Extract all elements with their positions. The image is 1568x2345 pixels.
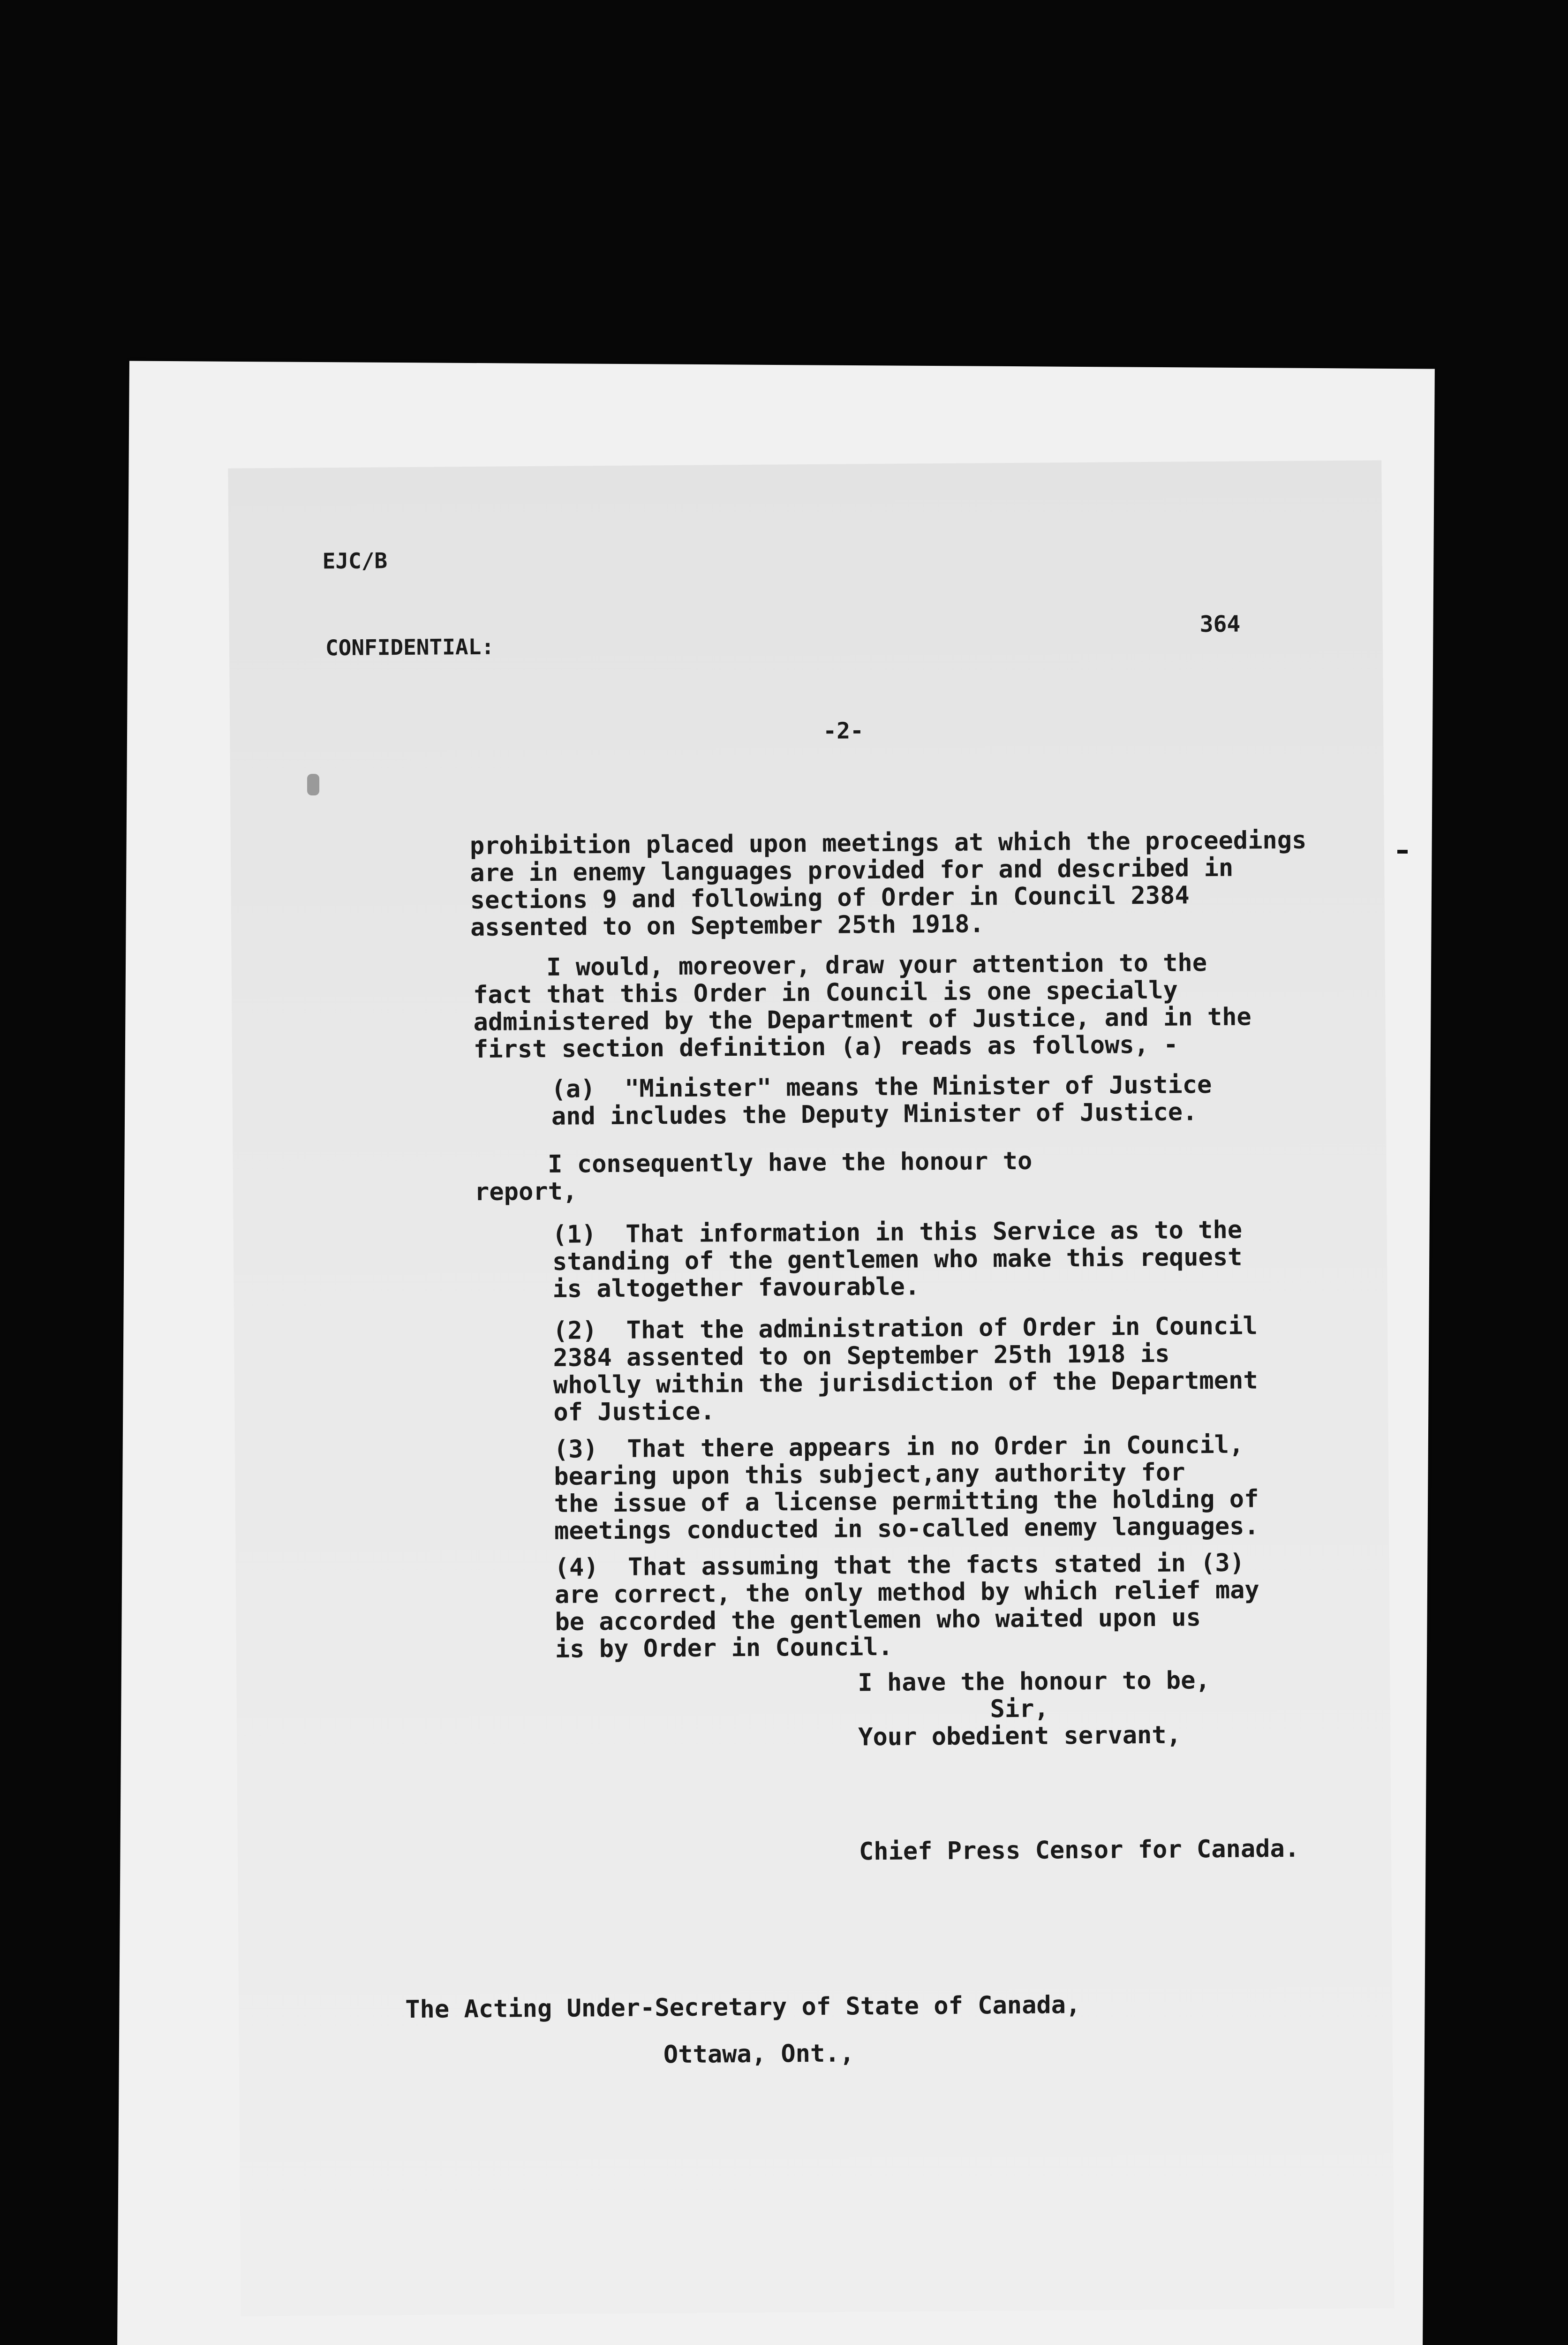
text-line: assented to on September 25th 1918.	[470, 910, 985, 942]
text-line: are correct, the only method by which relief may	[554, 1576, 1259, 1609]
text-line: (3) That there appears in no Order in Council,	[553, 1430, 1244, 1464]
addressee: The Acting Under-Secretary of State of Canada,	[405, 1991, 1081, 2024]
confidential-heading: CONFIDENTIAL:	[325, 634, 495, 661]
numbered-item-4	[554, 1549, 1259, 1663]
addressee-city: Ottawa, Ont.,	[663, 2039, 855, 2069]
text-line: are in enemy languages provided for and described in	[470, 854, 1234, 888]
definition-clause	[551, 1071, 1212, 1130]
text-line: meetings conducted in so-called enemy languages.	[554, 1512, 1259, 1545]
paragraph-consequently	[474, 1148, 1032, 1206]
numbered-item-2	[553, 1312, 1258, 1426]
reference-code: EJC/B	[322, 548, 388, 574]
text-line: wholly within the jurisdiction of the Department	[553, 1366, 1258, 1399]
text-line: Your obedient servant,	[858, 1721, 1182, 1752]
text-line: fact that this Order in Council is one specially	[473, 976, 1178, 1010]
paragraph-moreover	[473, 949, 1252, 1063]
text-line: I have the honour to be,	[858, 1666, 1210, 1697]
text-line: Sir,	[858, 1694, 1049, 1725]
text-line: sections 9 and following of Order in Council 2384	[470, 881, 1190, 915]
film-speck	[1397, 850, 1408, 854]
text-line: of Justice.	[553, 1397, 715, 1427]
text-line: first section definition (a) reads as follows, -	[473, 1030, 1178, 1064]
text-line: 2384 assented to on September 25th 1918 is	[553, 1339, 1170, 1372]
text-line: (4) That assuming that the facts stated in (3)	[554, 1549, 1245, 1582]
text-line: the issue of a license permitting the holding of	[554, 1485, 1259, 1518]
text-line: prohibition placed upon meetings at which the proceedings	[469, 826, 1307, 861]
numbered-item-1	[552, 1217, 1243, 1303]
text-line: is altogether favourable.	[552, 1272, 920, 1303]
text-line: is by Order in Council.	[555, 1633, 893, 1664]
typed-letter-page	[228, 460, 1394, 2316]
page-mark: -2-	[823, 718, 864, 744]
film-speck	[307, 774, 319, 795]
closing-salutation	[858, 1667, 1211, 1751]
text-line: (a) "Minister" means the Minister of Justice	[551, 1071, 1212, 1104]
page-number: 364	[1199, 611, 1241, 638]
signature-title: Chief Press Censor for Canada.	[859, 1834, 1300, 1866]
text-line: report,	[474, 1177, 578, 1207]
numbered-item-3	[554, 1431, 1259, 1544]
text-line: and includes the Deputy Minister of Justice.	[551, 1098, 1198, 1131]
text-line: I would, moreover, draw your attention to the	[473, 949, 1207, 983]
paragraph-prohibition	[470, 827, 1307, 941]
text-line: standing of the gentlemen who make this request	[552, 1243, 1243, 1276]
text-line: (2) That the administration of Order in Council	[552, 1312, 1258, 1345]
text-line: administered by the Department of Justice, and in the	[473, 1003, 1251, 1037]
text-line: (1) That information in this Service as to the	[552, 1216, 1243, 1249]
text-line: bearing upon this subject,any authority for	[554, 1458, 1185, 1491]
text-line: be accorded the gentlemen who waited upon us	[555, 1604, 1201, 1636]
text-line: I consequently have the honour to	[474, 1147, 1033, 1180]
